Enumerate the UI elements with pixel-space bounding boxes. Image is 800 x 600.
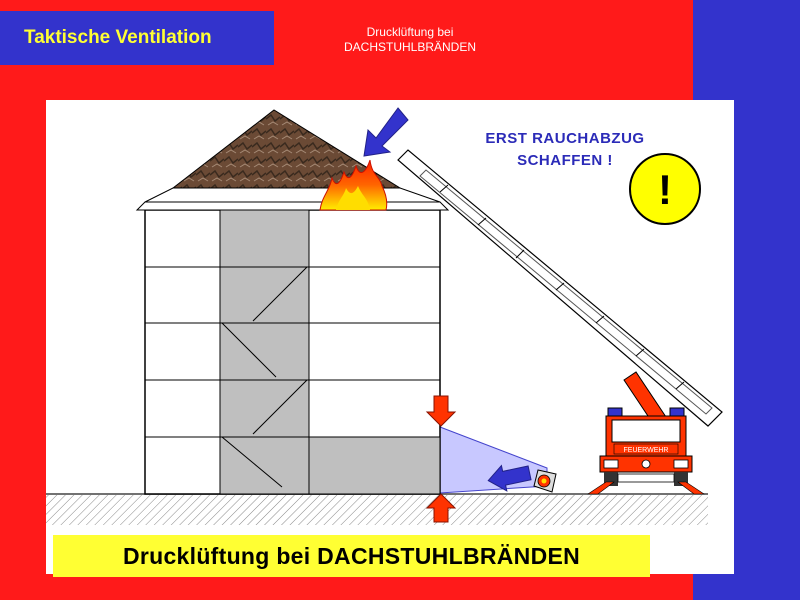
caption-text: Drucklüftung bei DACHSTUHLBRÄNDEN [122,542,581,569]
smoke-vent-arrow [364,108,408,156]
truck-label: FEUERWEHR [623,447,669,454]
warning-line2: SCHAFFEN ! [517,152,613,169]
fire-truck [588,408,704,494]
building [137,110,448,494]
pressure-fan [534,470,556,492]
ground-floor-hall [309,437,440,494]
caption-box [53,535,650,577]
warning-symbol: ! [658,166,672,213]
slide-title: Taktische Ventilation [24,27,212,48]
stairwell [220,210,309,494]
warning-text [455,128,675,172]
warning-line1: ERST RAUCHABZUG [485,130,645,147]
header-subtitle-line2: DACHSTUHLBRÄNDEN [343,40,477,54]
ground [46,494,708,525]
header-subtitle-line1: Drucklüftung bei [366,25,454,39]
